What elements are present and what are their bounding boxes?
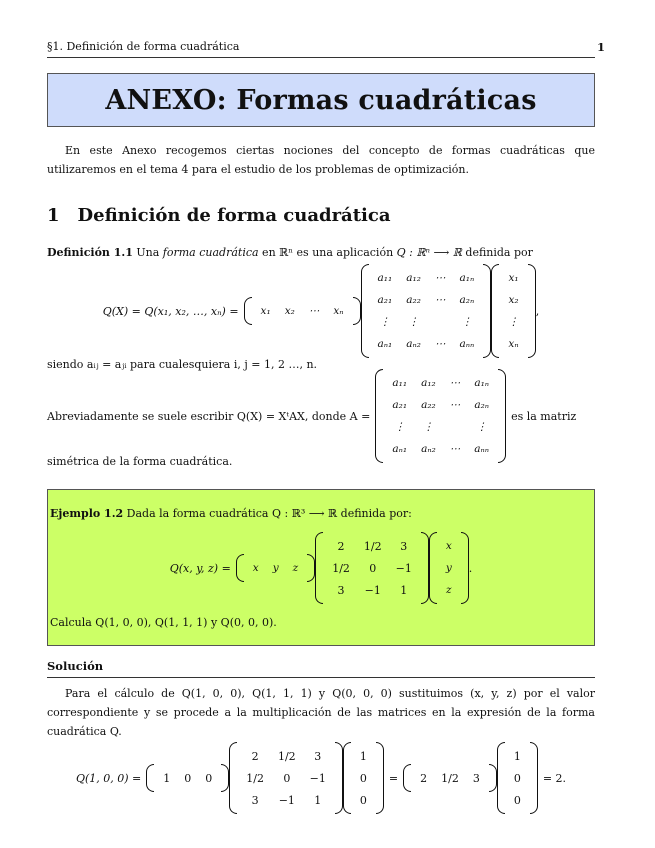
matrix-row [371,311,482,333]
column-vector [491,264,536,358]
vector-cell: 0 [513,771,521,785]
solution-result-cells [413,767,487,789]
matrix-cell: 1/2 [277,749,296,763]
vector-cell: 1 [163,771,171,785]
vector-cell: x [445,540,452,552]
solution-eq-result: = 2. [542,771,567,785]
solution-rule [47,677,595,678]
abbrev-line [47,374,595,458]
example-task: Calcula Q(1, 0, 0), Q(1, 1, 1) y Q(0, 0, 0). [50,616,277,629]
vector-cell: x [252,562,259,574]
matrix-a [375,369,506,463]
vector-cell: x₂ [508,294,519,306]
example-intro [50,504,590,523]
matrix-cell: 1/2 [332,561,350,575]
condition-text: siendo aᵢⱼ = aⱼᵢ para cualesquiera i, j = 1, 2 …, n. [47,358,318,371]
matrix-cell: a₂ₙ [474,399,490,411]
definition-map: Q : ℝⁿ ⟶ ℝ [396,246,462,259]
matrix-row [385,372,496,394]
running-header-section: §1. Definición de forma cuadrática [47,40,240,53]
solution-eq-lhs: Q(1, 0, 0) = [75,771,142,785]
definition-text: en ℝⁿ es una aplicación [258,246,397,259]
matrix-cell: 3 [251,793,259,807]
matrix-cell: ⋯ [434,338,446,350]
abbrev-continuation: simétrica de la forma cuadrática. [47,455,233,468]
example-label: Ejemplo 1.2 [50,507,124,520]
matrix-cell: a₁₁ [377,272,393,284]
solution-matrix [229,742,343,814]
example-row-vector [236,554,315,582]
solution-column-vector-2 [497,742,538,814]
matrix-cell: 3 [337,583,345,597]
vector-cell: 1/2 [441,771,459,785]
matrix-cell: a₂₁ [392,399,408,411]
matrix-cell [443,416,468,438]
matrix-cell: ⋯ [449,377,461,389]
matrix-row [325,557,419,579]
matrix-cell: aₙ₁ [377,338,393,350]
matrix-cell: aₙ₂ [406,338,421,350]
definition-text: definida por [461,246,533,259]
matrix-cell: a₁₂ [421,377,436,389]
example-eq-lhs: Q(x, y, z) = [169,561,231,575]
vector-cell: 3 [472,771,480,785]
matrix-cell: a₁ₙ [459,272,475,284]
matrix-cell: 0 [369,561,377,575]
matrix-cell: ⋯ [449,443,461,455]
matrix-cell: a₁₁ [392,377,408,389]
solution-row-result [403,764,497,792]
matrix-cell: −1 [309,771,326,785]
matrix-cell: 3 [314,749,322,763]
matrix-cell: a₂₁ [377,294,393,306]
example-text: Dada la forma cuadrática Q : ℝ³ ⟶ ℝ definida por: [123,507,412,520]
matrix-row [371,289,482,311]
solution-col2-table [507,745,528,811]
vector-cell: 2 [420,771,428,785]
solution-eq-mid: = [388,771,399,785]
matrix-row [325,535,419,557]
matrix-cell: ⋯ [449,399,461,411]
vector-cell: ⋯ [308,305,320,317]
row-vector [244,297,361,325]
vector-cell: y [445,562,452,574]
page-number: 1 [596,40,605,54]
eq-lhs: Q(X) = Q(x₁, x₂, …, xₙ) = [102,304,239,318]
matrix-cell: a₂₂ [421,399,436,411]
example-column-vector [429,532,469,604]
eq-end: , [535,304,540,318]
title-box [47,73,595,127]
example-equation [47,526,595,610]
matrix-cell: 3 [400,539,408,553]
matrix-cell: 0 [283,771,291,785]
section-title: Definición de forma cuadrática [77,205,391,226]
matrix-cell: aₙₙ [459,338,475,350]
matrix-cell: a₁ₙ [474,377,490,389]
vector-cell: y [272,562,279,574]
matrix-cell: aₙ₂ [421,443,436,455]
matrix-cell [428,311,453,333]
definition-text: Una [132,246,163,259]
matrix-row [371,333,482,355]
matrix-row [239,789,333,811]
example-col-table [439,535,459,601]
matrix-cell: 1/2 [363,539,382,553]
vector-cell: 0 [359,771,367,785]
matrix-cell: ⋮ [423,421,434,433]
matrix-cell: 2 [337,539,345,553]
definition-equation [47,265,595,357]
matrix-cell: 1 [314,793,322,807]
example-matrix-table [325,535,419,601]
matrix-cell: a₁₂ [406,272,421,284]
solution-matrix-table [239,745,333,811]
definition-label: Definición 1.1 [47,246,133,259]
matrix-row [239,767,333,789]
solution-equation [47,736,595,820]
example-eq-end: . [468,561,473,575]
abbrev-text: Abreviadamente se suele escribir Q(X) = XᵗAX, donde A = [47,409,371,423]
matrix-a-table [385,372,496,460]
abbrev-text-end: es la matriz [511,409,577,423]
vector-cell: 0 [184,771,192,785]
solution-paragraph: Para el cálculo de Q(1, 0, 0), Q(1, 1, 1) y Q(0, 0, 0) sustituimos (x, y, z) por el valor correspondiente y se procede a la multiplicación de las matrices en la expresión de la forma cuadrática Q. [47,687,595,738]
definition-term: forma cuadrática [162,246,259,259]
page-title: ANEXO: Formas cuadráticas [105,84,537,116]
matrix-cell: ⋮ [408,316,419,328]
vector-cell: 0 [359,793,367,807]
definition-paragraph [47,243,595,262]
matrix-row [325,579,419,601]
vector-cell: z [446,584,452,596]
intro-paragraph: En este Anexo recogemos ciertas nociones del concepto de formas cuadráticas que utilizaremos en el tema 4 para el estudio de los problemas de optimización. [47,144,595,176]
vector-cell: x₁ [260,305,271,317]
matrix-cell: ⋮ [379,316,391,328]
matrix-cell: −1 [278,793,295,807]
vector-cell: 0 [205,771,213,785]
matrix-cell: a₂ₙ [459,294,475,306]
matrix-row [239,745,333,767]
vector-cell: xₙ [508,338,519,350]
header-rule [47,57,595,58]
solution-row-cells [156,767,219,789]
matrix-cell: −1 [395,561,412,575]
row-vector-cells [254,300,351,322]
example-row-cells [246,557,305,579]
section-number: 1 [47,205,60,226]
matrix-cell: 1/2 [246,771,264,785]
vector-cell: xₙ [333,305,344,317]
matrix-cell: 1 [400,583,408,597]
vector-cell: x₂ [284,305,295,317]
vector-cell: 1 [359,749,367,763]
col-table [501,267,526,355]
example-matrix [315,532,429,604]
matrix-cell: aₙₙ [474,443,490,455]
matrix-cell: ⋮ [394,421,405,433]
vector-cell: x₁ [508,272,519,284]
vector-cell: 1 [513,749,521,763]
matrix-cell: ⋮ [476,421,487,433]
vector-cell: ⋮ [508,316,519,328]
solution-row-vector [146,764,229,792]
solution-col-table [353,745,374,811]
matrix-row [371,267,482,289]
matrix-cell: aₙ₁ [392,443,408,455]
solution-heading: Solución [47,659,104,673]
matrix-cell: ⋯ [434,272,446,284]
matrix-cell: ⋮ [461,316,473,328]
matrix-cell: a₂₂ [406,294,421,306]
coefficient-matrix [361,264,492,358]
matrix-row [385,416,496,438]
section-heading [47,205,391,226]
matrix-table [371,267,482,355]
matrix-row [385,394,496,416]
vector-cell: 0 [513,793,521,807]
matrix-cell: ⋯ [434,294,446,306]
matrix-cell: −1 [364,583,381,597]
solution-column-vector [343,742,384,814]
vector-cell: z [292,562,299,574]
matrix-cell: 2 [251,749,259,763]
